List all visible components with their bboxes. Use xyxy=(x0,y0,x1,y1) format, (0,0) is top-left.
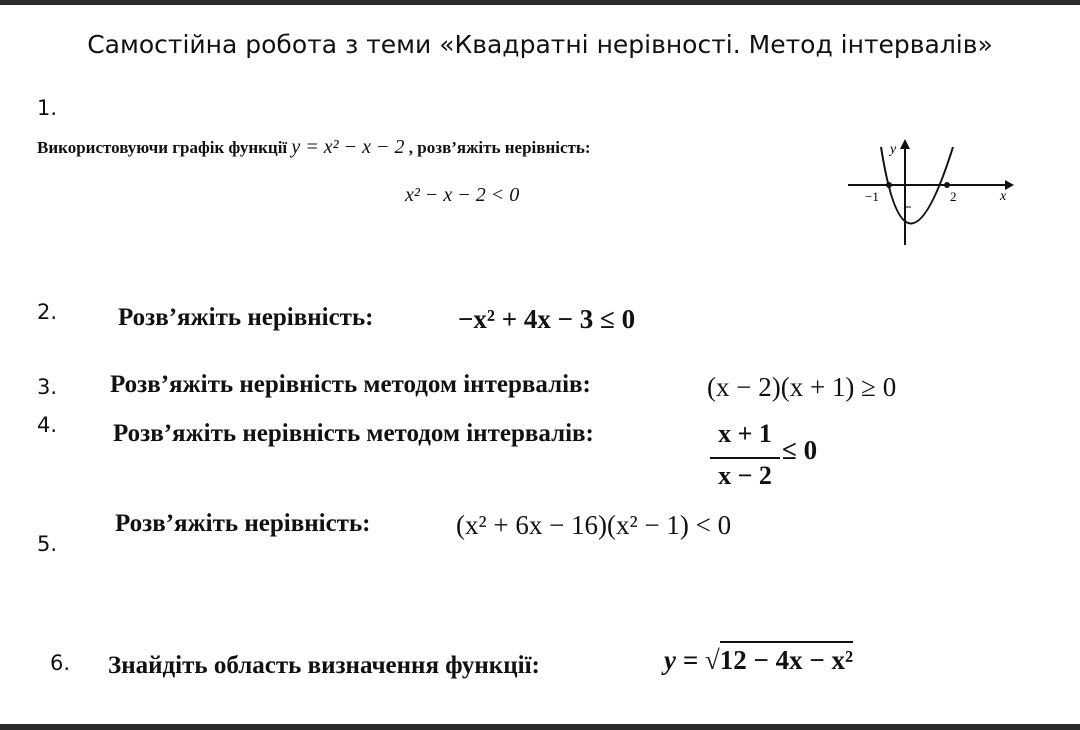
task-4-fraction xyxy=(710,417,780,492)
page-title: Самостійна робота з теми «Квадратні нерівності. Метод інтервалів» xyxy=(87,30,993,59)
tick-label-neg1: −1 xyxy=(865,189,879,204)
task-1-after: , розв’яжіть нерівність: xyxy=(408,138,591,157)
task-6-radicand: 12 − 4x − x² xyxy=(720,641,853,675)
bottom-border xyxy=(0,724,1080,730)
task-4-relation: ≤ 0 xyxy=(782,435,818,465)
task-3-text: Розв’яжіть нерівність методом інтервалів: xyxy=(110,371,591,398)
task-4-text: Розв’яжіть нерівність методом інтервалів: xyxy=(113,420,594,447)
task-2-text: Розв’яжіть нерівність: xyxy=(118,304,374,331)
parabola-graph xyxy=(840,135,1020,250)
task-6-text: Знайдіть область визначення функції: xyxy=(108,652,540,679)
task-5-text: Розв’яжіть нерівність: xyxy=(115,510,371,537)
task-6-number: 6. xyxy=(50,651,71,675)
task-4-denominator: x − 2 xyxy=(718,461,772,490)
task-6-prefix: y = xyxy=(664,645,699,675)
task-4-numerator: x + 1 xyxy=(718,419,772,448)
root-point-left xyxy=(886,182,892,188)
y-axis-arrow xyxy=(900,139,910,149)
top-border xyxy=(0,0,1080,5)
task-1-function: y = x² − x − 2 xyxy=(291,136,405,158)
task-6-function xyxy=(664,645,853,676)
task-1-intro: Використовуючи графік функції xyxy=(37,138,288,157)
task-2-inequality: −x² + 4x − 3 ≤ 0 xyxy=(458,304,636,334)
task-1-text xyxy=(37,136,591,159)
task-3-inequality: (x − 2)(x + 1) ≥ 0 xyxy=(707,372,897,402)
tick-label-2: 2 xyxy=(950,189,957,204)
task-4-number: 4. xyxy=(37,413,58,437)
y-axis-label: y xyxy=(890,142,897,157)
x-axis-label: x xyxy=(1000,189,1007,204)
task-1-number: 1. xyxy=(37,96,58,120)
sqrt-sign: √ xyxy=(704,645,720,675)
fraction-bar xyxy=(710,457,780,459)
task-5-inequality: (x² + 6x − 16)(x² − 1) < 0 xyxy=(456,510,732,540)
task-1-inequality: x² − x − 2 < 0 xyxy=(405,184,520,206)
x-axis-arrow xyxy=(1005,180,1014,190)
task-3-number: 3. xyxy=(37,375,58,399)
task-5-number: 5. xyxy=(37,532,58,556)
root-point-right xyxy=(944,182,950,188)
task-2-number: 2. xyxy=(37,300,58,324)
